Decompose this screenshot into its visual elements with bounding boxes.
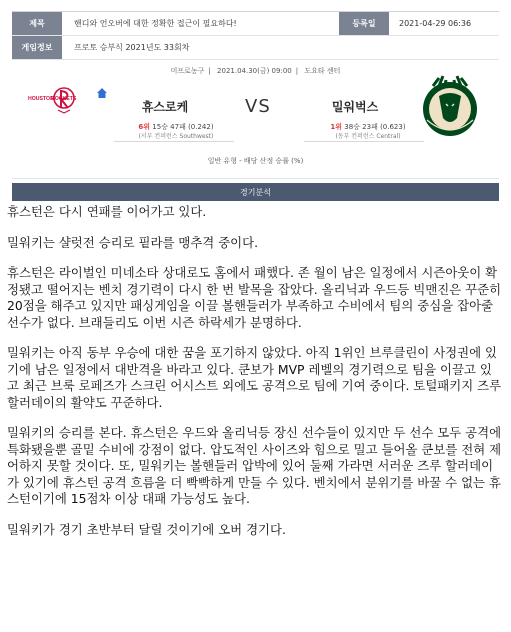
away-rank: 1위 — [330, 123, 343, 131]
analysis-paragraph: 밀워키는 아직 동부 우승에 대한 꿈을 포기하지 않았다. 아직 1위인 브루클린이 사정권에 있기에 남은 일정에서 대반격을 바라고 있다. 쿤보가 MVP 레벨의 경기력으로 팀을 이끌고 있고 최근 브룩 로페즈가 스크린 어시스트 외에도 공격으로 팀에 기여 중이다. 토털패키지 즈루 할러데이의 활약도 꾸준하다. — [7, 345, 502, 410]
analysis-paragraph: 밀워키의 승리를 본다. 휴스턴은 우드와 올리닉등 장신 선수들이 있지만 두 선수 모두 공격에 특화됐을뿐 골밑 수비에 강점이 없다. 압도적인 사이즈와 힘으로 밀고 들어올 쿤보를 전혀 제어하지 못할 것이다. 또, 밀워키는 볼핸들러 압박에 있어 둘째 가라면 서러운 즈루 할러데이가 있기에 휴스턴 공격 흐름을 더 빡빡하게 만들 수 있다. 벤치에서 분위기를 바꿀 수 없는 휴스턴이기에 15점차 이상 대패 가능성도 높다. — [7, 425, 502, 506]
bet-type-label: 일반 유형 - 배당 산정 승률 (%) — [207, 157, 304, 165]
analysis-body — [7, 204, 503, 552]
home-conference: (서부 컨퍼런스 Southwest) — [138, 133, 214, 140]
analysis-section-header — [12, 183, 499, 201]
game-info-value: 프로토 승부식 2021년도 33회차 — [74, 43, 190, 52]
away-team-name: 밀워벅스 — [331, 100, 379, 114]
match-panel — [12, 62, 499, 179]
svg-text:HOUSTON: HOUSTON — [28, 96, 54, 102]
info-row-title — [12, 12, 499, 36]
info-row-game — [12, 36, 499, 60]
home-team-name: 휴스로케 — [141, 100, 189, 114]
away-conference: (동부 컨퍼런스 Central) — [335, 133, 401, 140]
svg-text:ROCKETS: ROCKETS — [51, 96, 77, 102]
home-icon — [97, 83, 107, 93]
match-datetime: 2021.04.30(금) 09:00 — [217, 67, 292, 75]
title-value: 핸디와 언오버에 대한 정확한 접근이 필요하다! — [74, 19, 237, 28]
analysis-paragraph: 밀워키는 샬럿전 승리로 핕라를 맹추격 중이다. — [7, 234, 259, 250]
vs-label: VS — [245, 96, 271, 117]
analysis-section-title: 경기분석 — [240, 187, 271, 197]
away-divider — [304, 141, 424, 142]
home-rank: 6위 — [138, 123, 151, 131]
away-record-value: 38승 23패 (0.623) — [344, 123, 406, 131]
reg-date-value: 2021-04-29 06:36 — [399, 19, 472, 28]
match-meta: 미프로농구 | 2021.04.30(금) 09:00 | 도요타 센터 — [170, 67, 341, 75]
houston-rockets-logo — [28, 86, 86, 116]
title-label: 제목 — [12, 12, 62, 35]
game-info-label: 게임정보 — [12, 36, 62, 59]
game-info-table — [12, 11, 499, 60]
reg-date-label: 등록일 — [339, 12, 389, 35]
match-venue: 도요타 센터 — [304, 67, 341, 75]
milwaukee-bucks-logo — [419, 74, 481, 140]
analysis-paragraph: 밀워키가 경기 초반부터 달릴 것이기에 오버 경기다. — [7, 521, 286, 537]
analysis-paragraph: 휴스턴은 라이벌인 미네소타 상대로도 홈에서 패했다. 존 월이 남은 일정에서 시즌아웃이 확정됐고 떨어지는 벤치 경기력이 다시 한 번 발목을 잡았다. 올리닉과 우드등 빅맨진은 꾸준히 20점을 해주고 있지만 패싱게임을 이끌 볼핸들러가 부족하고 수비에서 팀의 중심을 잡아줄 선수가 없다. 브래들리도 이번 시즌 하락세가 분명하다. — [7, 265, 502, 330]
analysis-paragraph: 휴스턴은 다시 연패를 이어가고 있다. — [7, 204, 207, 219]
home-record-value: 15승 47패 (0.242) — [152, 123, 214, 131]
home-divider — [114, 141, 234, 142]
league-name: 미프로농구 — [170, 67, 205, 75]
